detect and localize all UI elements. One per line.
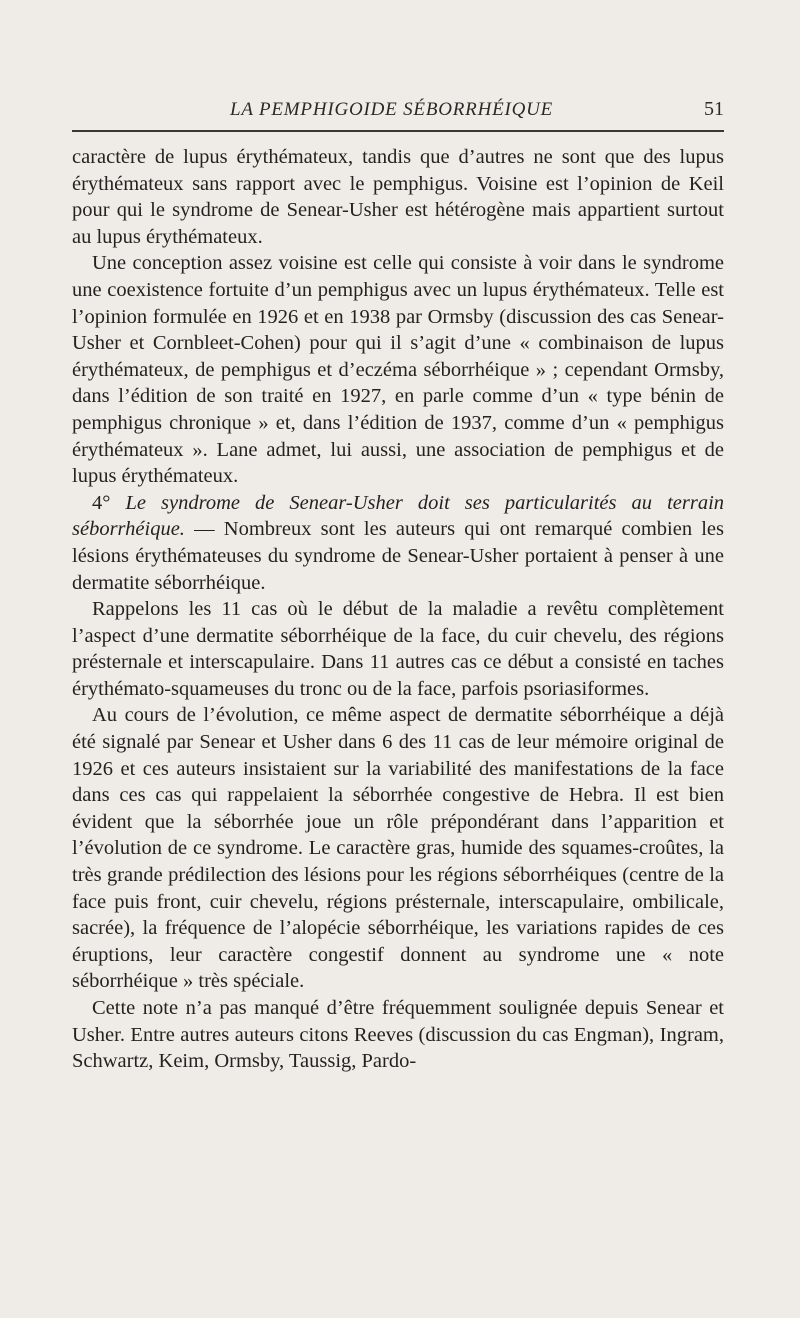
page-number: 51 bbox=[704, 98, 724, 120]
page-header bbox=[72, 95, 724, 125]
section-number: 4° bbox=[92, 491, 111, 514]
section-paragraph bbox=[72, 490, 724, 596]
running-title: LA PEMPHIGOIDE SÉBORRHÉIQUE bbox=[230, 99, 554, 120]
paragraph: Rappelons les 11 cas où le début de la maladie a revêtu complètement l’aspect d’une dermatite séborrhéique de la face, du cuir chevelu, des régions présternale et interscapulaire. Dans 11 autres cas ce début a consisté en taches érythémato-squameuses du tronc ou de la face, parfois psoriasiformes. bbox=[72, 598, 724, 700]
header-rule bbox=[72, 130, 724, 132]
paragraph: Au cours de l’évolution, ce même aspect de dermatite séborrhéique a déjà été signalé par Senear et Usher dans 6 des 11 cas de leur mémoire original de 1926 et ces auteurs insistaient sur la variabilité des manifestations de la face dans ces cas qui rappelaient la séborrhée congestive de Hebra. Il est bien évident que la séborrhée joue un rôle prépondérant dans l’apparition et l’évolution de ce syndrome. Le caractère gras, humide des squames-croûtes, la très grande prédilection des lésions pour les régions séborrhéiques (centre de la face puis front, cuir chevelu, régions présternale, interscapulaire, ombilicale, sacrée), la fréquence de l’alopécie séborrhéique, les variations rapides de ces éruptions, leur caractère congestif donnent au syndrome une « note séborrhéique » très spéciale. bbox=[72, 704, 724, 993]
section-text: — Nombreux sont les auteurs qui ont remarqué combien les lésions érythémateuses du syndrome de Senear-Usher portaient à penser à une dermatite séborrhéique. bbox=[72, 518, 725, 594]
paragraph: Cette note n’a pas manqué d’être fréquemment soulignée depuis Senear et Usher. Entre autres auteurs citons Reeves (discussion du cas Engman), Ingram, Schwartz, Keim, Ormsby, Taussig, Pardo- bbox=[72, 997, 724, 1073]
paragraph-continuation: caractère de lupus érythémateux, tandis que d’autres ne sont que des lupus érythémateux sans rapport avec le pemphigus. Voisine est l’opinion de Keil pour qui le syndrome de Senear-Usher est hétérogène mais appartient surtout au lupus érythémateux. bbox=[72, 146, 724, 248]
paragraph: Une conception assez voisine est celle qui consiste à voir dans le syndrome une coexistence fortuite d’un pemphigus avec un lupus érythémateux. Telle est l’opinion formulée en 1926 et en 1938 par Ormsby (discussion des cas Senear-Usher et Cornbleet-Cohen) pour qui il s’agit d’une « combinaison de lupus érythémateux, de pemphigus et d’eczéma séborrhéique » ; cependant Ormsby, dans l’édition de son traité en 1927, en parle comme d’un « type bénin de pemphigus chronique » et, dans l’édition de 1937, comme d’un « pemphigus érythémateux ». Lane admet, lui aussi, une association de pemphigus et de lupus érythémateux. bbox=[72, 252, 724, 488]
section-heading: Le syndrome de Senear-Usher doit ses particularités au terrain séborrhéique. bbox=[72, 491, 725, 541]
body-text bbox=[72, 144, 724, 1075]
